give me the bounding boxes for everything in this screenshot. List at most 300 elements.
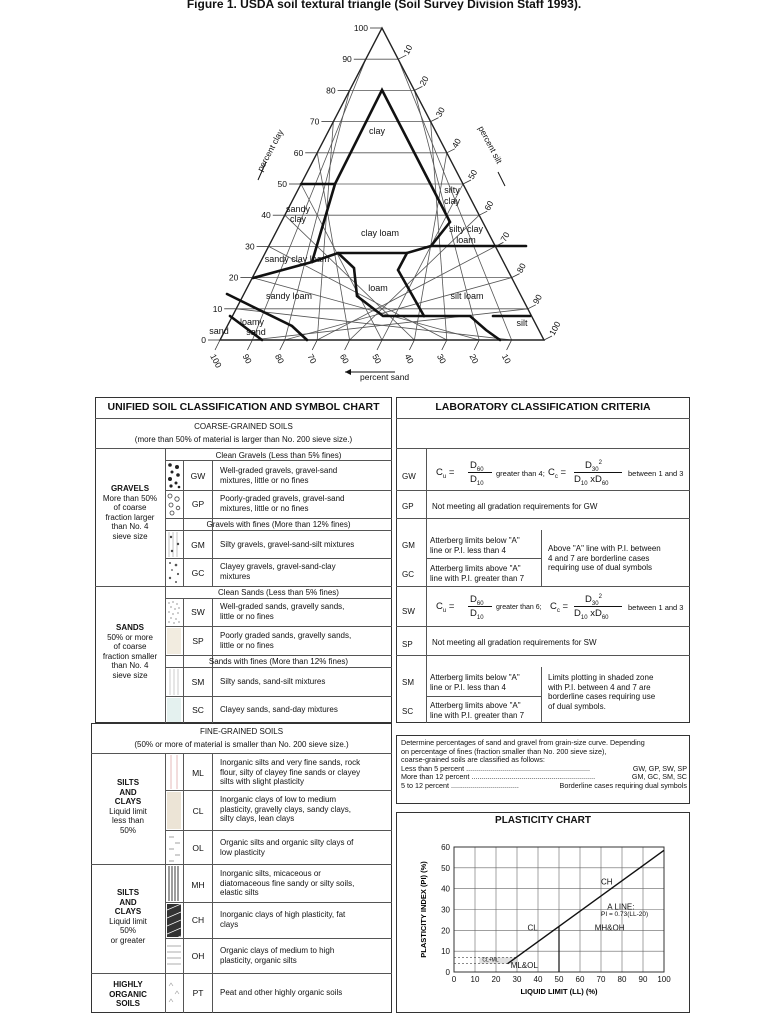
- sm-criteria: [430, 673, 520, 692]
- desc-ml: [220, 758, 360, 787]
- pattern-ol: [167, 832, 181, 863]
- silts-clays-low-label: [91, 778, 165, 835]
- sw-d10-sub: 10: [476, 614, 484, 621]
- pattern-sc: [167, 698, 181, 722]
- sand-tick-mark-3: [312, 340, 317, 350]
- gw-cc-eq: =: [560, 467, 567, 478]
- sand-tick-mark-8: [474, 340, 479, 350]
- gm-gc-borderline-3: requiring use of dual symbols: [548, 563, 653, 572]
- sc-criteria-1: Atterberg limits above "A": [430, 701, 521, 710]
- y-tick-60: 60: [441, 843, 450, 852]
- lab-symbol-gm: GM: [402, 541, 415, 550]
- sand-tick-mark-4: [345, 340, 350, 350]
- gw-times: x: [590, 474, 595, 485]
- fines-row-2-left: More than 12 percent: [401, 772, 470, 782]
- pattern-pt: [167, 976, 181, 1010]
- desc-sw-1: Well-graded sands, gravelly sands,: [220, 602, 345, 611]
- sw-d30: D: [585, 594, 592, 606]
- desc-mh-1: Inorganic silts, micaceous or: [220, 869, 321, 878]
- symbol-gp: GP: [191, 499, 205, 509]
- pattern-sp: [167, 628, 181, 654]
- axis-label-clay: percent clay: [254, 127, 286, 173]
- sw-cc-sub: c: [556, 607, 560, 614]
- uscs-title: UNIFIED SOIL CLASSIFICATION AND SYMBOL CHART: [107, 401, 380, 413]
- silt-tick-mark-8: [528, 305, 536, 309]
- sands-line-4: than No. 4: [111, 661, 149, 670]
- desc-ch-2: clays: [220, 919, 239, 929]
- fines-row-1: Less than 5 percent .............................................................. GW, GP, SW, SP: [401, 763, 687, 773]
- clay-tick-0: 0: [201, 335, 206, 345]
- class-silty-clay-loam-2: loam: [456, 235, 476, 245]
- silt-tick-70: 70: [498, 230, 512, 244]
- symbol-gw: GW: [190, 471, 206, 481]
- sand-tick-70: 70: [305, 352, 319, 366]
- silt-tick-mark-0: [398, 55, 406, 59]
- silts-low-line-3: Liquid limit: [109, 806, 147, 816]
- symbol-ml: ML: [192, 768, 204, 778]
- sand-tick-60: 60: [337, 352, 352, 366]
- clay-tick-70: 70: [309, 116, 320, 127]
- gravels-line-4: than No. 4: [111, 522, 149, 531]
- pattern-gm: [167, 532, 181, 557]
- fines-row-3-left: 5 to 12 percent: [401, 780, 449, 790]
- silts-low-line-1: AND: [119, 787, 137, 797]
- class-loamy-sand: loamy: [239, 317, 265, 327]
- clay-tick-10: 10: [212, 303, 223, 314]
- fine-title: FINE-GRAINED SOILS: [199, 727, 284, 736]
- gravels-line-3: fraction larger: [105, 512, 155, 522]
- organic-line-1: ORGANIC: [109, 989, 147, 999]
- sand-tick-mark-1: [247, 340, 252, 350]
- gw-cc-label: C: [548, 467, 555, 478]
- silt-tick-50: 50: [465, 167, 480, 181]
- desc-ol-2: low plasticity: [220, 847, 265, 857]
- gc-criteria-1: Atterberg limits above "A": [430, 564, 521, 573]
- silt-tick-60: 60: [482, 199, 496, 213]
- silt-tick-mark-9: [544, 336, 552, 340]
- gw-formula: [432, 458, 688, 488]
- sands-fines-label: Sands with fines (More than 12% fines): [208, 657, 349, 666]
- desc-oh-1: Organic clays of medium to high: [220, 946, 335, 955]
- fines-note-line-3: coarse-grained soils are classified as follows:: [401, 755, 545, 765]
- sw-cu-sub: u: [442, 607, 447, 614]
- sm-sc-borderline: [548, 673, 655, 711]
- silt-tick-mark-5: [479, 211, 487, 215]
- clay-tick-30: 30: [245, 241, 255, 252]
- symbol-ch: CH: [191, 915, 205, 925]
- desc-ch-1: Inorganic clays of high plasticity, fat: [220, 910, 346, 919]
- class-silty-clay: silty: [444, 185, 460, 195]
- x-tick-40: 40: [533, 975, 543, 984]
- sm-sc-borderline-4: of dual symbols.: [548, 701, 606, 711]
- desc-sc: Clayey sands, sand-day mixtures: [220, 705, 338, 714]
- sands-group-label: [95, 623, 165, 680]
- lab-symbol-sc: SC: [402, 707, 414, 716]
- gp-criteria: Not meeting all gradation requirements for GW: [432, 502, 598, 511]
- sands-heading: SANDS: [115, 623, 144, 632]
- silts-high-line-5: or greater: [110, 935, 146, 945]
- sands-line-5: sieve size: [112, 670, 148, 680]
- x-tick-70: 70: [596, 975, 606, 984]
- sm-sc-borderline-3: borderline cases requiring use: [548, 692, 656, 701]
- plasticity-chart: [397, 830, 689, 1012]
- label-a-line: A LINE:: [607, 902, 635, 912]
- x-tick-60: 60: [575, 975, 585, 984]
- sw-greater-than: greater than 6;: [496, 604, 542, 611]
- symbol-sw: SW: [191, 607, 205, 617]
- desc-cl-1: Inorganic clays of low to medium: [220, 795, 337, 804]
- silts-high-line-4: 50%: [119, 926, 136, 935]
- symbol-pt: PT: [192, 988, 204, 998]
- gw-cc-sub: c: [554, 473, 558, 480]
- plasticity-x-label: LIQUID LIMIT (LL) (%): [520, 987, 598, 996]
- desc-pt: Peat and other highly organic soils: [220, 988, 343, 997]
- gm-gc-borderline-2: 4 and 7 are borderline cases: [548, 553, 650, 563]
- sc-criteria: [430, 701, 524, 720]
- gc-criteria-2: line with P.I. greater than 7: [430, 573, 525, 583]
- sand-tick-90: 90: [240, 352, 254, 366]
- sands-line-2: of coarse: [113, 642, 147, 651]
- gw-d10: D: [470, 474, 477, 485]
- label-mh-oh: MH&OH: [594, 923, 625, 933]
- class-silt-loam: silt loam: [450, 291, 484, 301]
- pattern-oh: [167, 940, 181, 972]
- fines-row-1-right: GW, GP, SW, SP: [632, 763, 687, 773]
- class-sandy-loam: sandy loam: [265, 291, 313, 301]
- sw-times: x: [590, 608, 595, 619]
- silt-tick-mark-7: [512, 274, 520, 278]
- clay-tick-60: 60: [293, 147, 304, 158]
- x-tick-20: 20: [491, 975, 501, 984]
- sw-d30-sup: 2: [598, 594, 602, 600]
- silts-low-line-2: CLAYS: [114, 797, 142, 806]
- sm-sc-borderline-2: with P.I. between 4 and 7 are: [548, 682, 651, 692]
- gravels-fines-label: Gravels with fines (More than 12% fines): [206, 520, 351, 529]
- sand-tick-mark-7: [442, 340, 447, 350]
- desc-sp-1: Poorly graded sands, gravelly sands,: [220, 631, 352, 640]
- sand-tick-20: 20: [467, 352, 481, 366]
- x-tick-90: 90: [638, 975, 648, 984]
- lab-symbol-gp: GP: [402, 502, 414, 511]
- lab-symbol-sm: SM: [402, 678, 414, 687]
- desc-mh-3: elastic silts: [220, 888, 259, 897]
- fines-note-line-1: Determine percentages of sand and gravel from grain-size curve. Depending: [401, 738, 645, 747]
- sw-cu-eq: =: [448, 601, 455, 612]
- desc-mh: [220, 869, 354, 898]
- class-sandy-clay-loam: sandy clay loam: [264, 254, 330, 264]
- sand-tick-mark-9: [507, 340, 512, 350]
- silt-tick-20: 20: [417, 74, 431, 88]
- pattern-sm: [167, 669, 181, 695]
- figure-title: Figure 1. USDA soil textural triangle (Soil Survey Division Staff 1993).: [186, 0, 582, 11]
- symbol-mh: MH: [191, 880, 205, 890]
- coarse-subtitle: (more than 50% of material is larger than No. 200 sieve size.): [134, 435, 353, 444]
- clean-gravels-label: Clean Gravels (Less than 5% fines): [215, 451, 342, 460]
- silt-tick-100: 100: [546, 319, 563, 337]
- grid-silt-9: [236, 309, 511, 340]
- symbol-oh: OH: [191, 951, 205, 961]
- label-ml-ol: ML&OL: [510, 960, 538, 970]
- desc-gp: [220, 494, 345, 513]
- label-ch: CH: [601, 877, 613, 887]
- y-tick-40: 40: [441, 884, 450, 894]
- sand-tick-mark-6: [409, 340, 414, 350]
- clay-tick-40: 40: [261, 210, 271, 221]
- desc-ch: [220, 910, 345, 929]
- gc-criteria: [430, 564, 524, 583]
- gm-gc-borderline: [548, 544, 661, 573]
- desc-gc-1: Clayey gravels, gravel-sand-clay: [220, 562, 336, 571]
- gm-criteria-1: Atterberg limits below "A": [430, 536, 520, 545]
- clay-tick-80: 80: [326, 85, 336, 96]
- x-tick-100: 100: [657, 975, 671, 984]
- axis-label-sand: percent sand: [360, 372, 410, 382]
- pattern-sw: [167, 600, 181, 625]
- pattern-ml: [167, 755, 181, 789]
- lab-symbol-sw: SW: [402, 607, 415, 616]
- pattern-gw: [167, 462, 181, 489]
- plasticity-chart-title: PLASTICITY CHART: [495, 815, 591, 826]
- clay-tick-100: 100: [353, 23, 368, 33]
- sc-criteria-2: line with P.I. greater than 7: [430, 710, 525, 720]
- desc-sm: Silty sands, sand-silt mixtures: [220, 677, 326, 686]
- gw-d10-sub: 10: [476, 480, 484, 487]
- lab-symbol-sp: SP: [402, 640, 413, 649]
- class-loam: loam: [368, 283, 388, 293]
- silts-low-line-5: 50%: [119, 825, 136, 835]
- label-a-line-eq: PI = 0.73(LL-20): [601, 910, 649, 918]
- y-tick-10: 10: [441, 947, 450, 957]
- sand-tick-mark-0: [215, 340, 220, 350]
- symbol-sp: SP: [192, 636, 204, 646]
- silts-high-line-2: CLAYS: [114, 907, 142, 916]
- x-tick-30: 30: [512, 975, 522, 984]
- symbol-ol: OL: [192, 843, 204, 853]
- gravels-line-5: sieve size: [112, 531, 148, 541]
- class-silty-clay-2: clay: [443, 196, 461, 206]
- x-tick-0: 0: [451, 975, 457, 984]
- silt-tick-90: 90: [530, 292, 545, 306]
- gravels-line-2: of coarse: [113, 503, 147, 512]
- sand-tick-10: 10: [499, 352, 514, 366]
- sm-sc-borderline-1: Limits plotting in shaded zone: [548, 673, 654, 682]
- y-tick-50: 50: [441, 863, 450, 873]
- gravels-heading: GRAVELS: [110, 484, 150, 493]
- clay-tick-20: 20: [228, 272, 239, 283]
- y-tick-30: 30: [441, 905, 450, 915]
- sand-tick-50: 50: [370, 352, 384, 366]
- gw-cc-d60-sub: 60: [601, 480, 609, 487]
- y-tick-20: 20: [441, 926, 450, 936]
- sands-line-3: fraction smaller: [102, 651, 158, 661]
- desc-gp-1: Poorly-graded gravels, gravel-sand: [220, 494, 345, 503]
- desc-cl: [220, 795, 351, 824]
- silts-clays-high-label: [91, 888, 165, 945]
- desc-sw: [220, 602, 344, 621]
- fines-note-text: [401, 739, 687, 791]
- class-clay: clay: [368, 126, 386, 136]
- sm-criteria-2: line or P.I. less than 4: [430, 682, 506, 692]
- a-line-series: [508, 850, 664, 963]
- y-tick-0: 0: [445, 968, 450, 977]
- sand-tick-30: 30: [435, 352, 449, 366]
- sw-formula: [432, 592, 688, 622]
- desc-sp: [220, 631, 351, 650]
- desc-ol-1: Organic silts and organic silty clays of: [220, 838, 354, 847]
- desc-gp-2: mixtures, little or no fines: [220, 503, 309, 513]
- coarse-title: COARSE-GRAINED SOILS: [194, 422, 293, 431]
- gravels-group-label: [95, 484, 165, 541]
- silts-low-line-4: less than: [111, 816, 145, 825]
- gw-cc-d10-sub: 10: [580, 480, 588, 487]
- sw-cc-d10-sub: 10: [580, 614, 588, 621]
- symbol-gc: GC: [191, 568, 205, 578]
- desc-gm: Silty gravels, gravel-sand-silt mixtures: [220, 540, 355, 549]
- sw-d60: D: [470, 594, 477, 605]
- sw-cc-d10: D: [574, 608, 581, 619]
- fine-subtitle: (50% or more of material is smaller than No. 200 sieve size.): [134, 740, 349, 749]
- clay-tick-50: 50: [277, 179, 287, 189]
- desc-oh-2: plasticity, organic silts: [220, 955, 297, 965]
- symbol-sm: SM: [191, 677, 205, 687]
- gw-between: between 1 and 3: [628, 469, 684, 478]
- silt-tick-mark-3: [447, 149, 455, 153]
- desc-mh-2: diatomaceous fine sandy or silty soils,: [220, 878, 355, 888]
- desc-gw-1: Well-graded gravels, gravel-sand: [220, 466, 338, 475]
- boundary-clay-loam-lower: [312, 246, 431, 262]
- silt-tick-mark-2: [431, 118, 439, 122]
- symbol-gm: GM: [191, 540, 205, 550]
- clay-tick-90: 90: [342, 54, 352, 65]
- fines-row-3-right: Borderline cases requiring dual symbols: [559, 780, 687, 790]
- silts-low-line-0: SILTS: [116, 778, 140, 787]
- class-silty-clay-loam: silty clay: [448, 224, 484, 234]
- sw-cu-label: C: [436, 601, 443, 612]
- axis-label-silt: percent silt: [476, 124, 505, 166]
- sp-criteria: Not meeting all gradation requirements for SW: [432, 638, 597, 647]
- silts-high-line-1: AND: [119, 897, 137, 907]
- desc-cl-3: silty clays, lean clays: [220, 814, 295, 823]
- sand-tick-40: 40: [402, 352, 416, 366]
- label-cl: CL: [527, 923, 538, 933]
- pattern-ch: [167, 904, 181, 937]
- gravels-line-1: More than 50%: [102, 493, 158, 503]
- gw-cu-sub: u: [442, 473, 447, 480]
- silt-axis-arrow: [498, 172, 505, 186]
- sw-cc-d60: D: [594, 608, 602, 619]
- symbol-sc: SC: [192, 705, 204, 715]
- x-tick-10: 10: [470, 975, 480, 984]
- gw-d30-sub: 30: [591, 467, 599, 474]
- class-loamy-sand-2: sand: [246, 327, 266, 337]
- clean-sands-label: Clean Sands (Less than 5% fines): [218, 588, 339, 597]
- sw-cc-eq: =: [562, 601, 569, 612]
- desc-ml-3: silts with slight plasticity: [220, 777, 305, 786]
- desc-gw-2: mixtures, little or no fines: [220, 475, 309, 485]
- organic-label: [91, 980, 165, 1009]
- gm-criteria-2: line or P.I. less than 4: [430, 545, 506, 555]
- class-clay-loam: clay loam: [360, 228, 400, 238]
- sw-d60-sub: 60: [476, 600, 484, 607]
- silts-high-line-3: Liquid limit: [109, 916, 147, 926]
- lab-symbol-gc: GC: [402, 570, 414, 579]
- sand-tick-mark-2: [280, 340, 285, 350]
- silts-high-line-0: SILTS: [116, 888, 140, 897]
- silt-tick-30: 30: [433, 105, 447, 119]
- sand-tick-mark-5: [377, 340, 382, 350]
- x-tick-50: 50: [554, 975, 564, 984]
- desc-sw-2: little or no fines: [220, 611, 274, 621]
- desc-gc: [220, 562, 336, 581]
- x-tick-80: 80: [617, 975, 627, 984]
- desc-gc-2: mixtures: [220, 571, 251, 581]
- silt-tick-mark-1: [414, 86, 422, 90]
- fines-row-3: 5 to 12 percent .................................. Borderline cases requiring dual symbols: [401, 780, 687, 790]
- organic-line-0: HIGHLY: [113, 980, 143, 989]
- pattern-cl: [167, 792, 181, 829]
- desc-gw: [220, 466, 337, 485]
- gw-d60-sub: 60: [476, 466, 484, 473]
- gm-criteria: [430, 536, 520, 555]
- pattern-gc: [167, 560, 181, 585]
- gw-d30: D: [585, 460, 592, 472]
- sw-between: between 1 and 3: [628, 603, 684, 612]
- desc-ml-1: Inorganic silts and very fine sands, rock: [220, 758, 361, 767]
- gw-cu-label: C: [436, 467, 443, 478]
- sw-cc-d60-sub: 60: [601, 614, 609, 621]
- lab-symbol-gw: GW: [402, 472, 416, 481]
- sw-d10: D: [470, 608, 477, 619]
- symbol-cl: CL: [192, 806, 204, 816]
- sw-d30-sub: 30: [591, 601, 599, 608]
- soil-texture-triangle: [180, 14, 600, 392]
- gw-cu-eq: =: [448, 467, 455, 478]
- fines-row-2-right: GM, GC, SM, SC: [631, 772, 687, 782]
- class-silt: silt: [516, 318, 528, 328]
- lab-title: LABORATORY CLASSIFICATION CRITERIA: [435, 401, 651, 413]
- organic-line-2: SOILS: [115, 999, 140, 1008]
- desc-oh: [220, 946, 334, 965]
- gw-d60: D: [470, 460, 477, 471]
- plasticity-y-label: PLASTICITY INDEX (PI) (%): [419, 861, 428, 958]
- silt-tick-10: 10: [401, 43, 415, 57]
- gw-cc-d10: D: [574, 474, 581, 485]
- desc-cl-2: plasticity, gravelly clays, sandy clays,: [220, 804, 352, 814]
- class-sandy-clay: sandy: [285, 204, 311, 214]
- class-sandy-clay-2: clay: [289, 214, 307, 224]
- gw-greater-than: greater than 4;: [496, 469, 545, 478]
- sand-tick-100: 100: [208, 352, 224, 370]
- label-cl-ml: CL+ML: [482, 957, 499, 964]
- desc-ml-2: flour, silty of clayey fine sands or clayey: [220, 767, 361, 777]
- fines-note-line-2: on percentage of fines (fraction smaller than No. 200 sieve size),: [401, 746, 607, 756]
- pattern-mh: [167, 866, 181, 901]
- desc-sp-2: little or no fines: [220, 640, 274, 650]
- gw-d30-sup: 2: [598, 460, 602, 466]
- sand-tick-80: 80: [273, 352, 287, 366]
- sands-line-1: 50% or more: [107, 632, 153, 642]
- silt-tick-80: 80: [514, 261, 528, 275]
- silt-tick-40: 40: [449, 136, 464, 150]
- pattern-gp: [167, 492, 181, 517]
- desc-ol: [220, 838, 353, 857]
- gm-gc-borderline-1: Above "A" line with P.I. between: [548, 544, 661, 553]
- silt-tick-mark-4: [463, 180, 471, 184]
- class-sand: sand: [209, 326, 229, 336]
- fines-row-2: More than 12 percent .............................................................. GM, GC, SM, SC: [401, 772, 687, 782]
- gw-cc-d60: D: [594, 474, 602, 485]
- fines-row-1-left: Less than 5 percent: [401, 763, 465, 773]
